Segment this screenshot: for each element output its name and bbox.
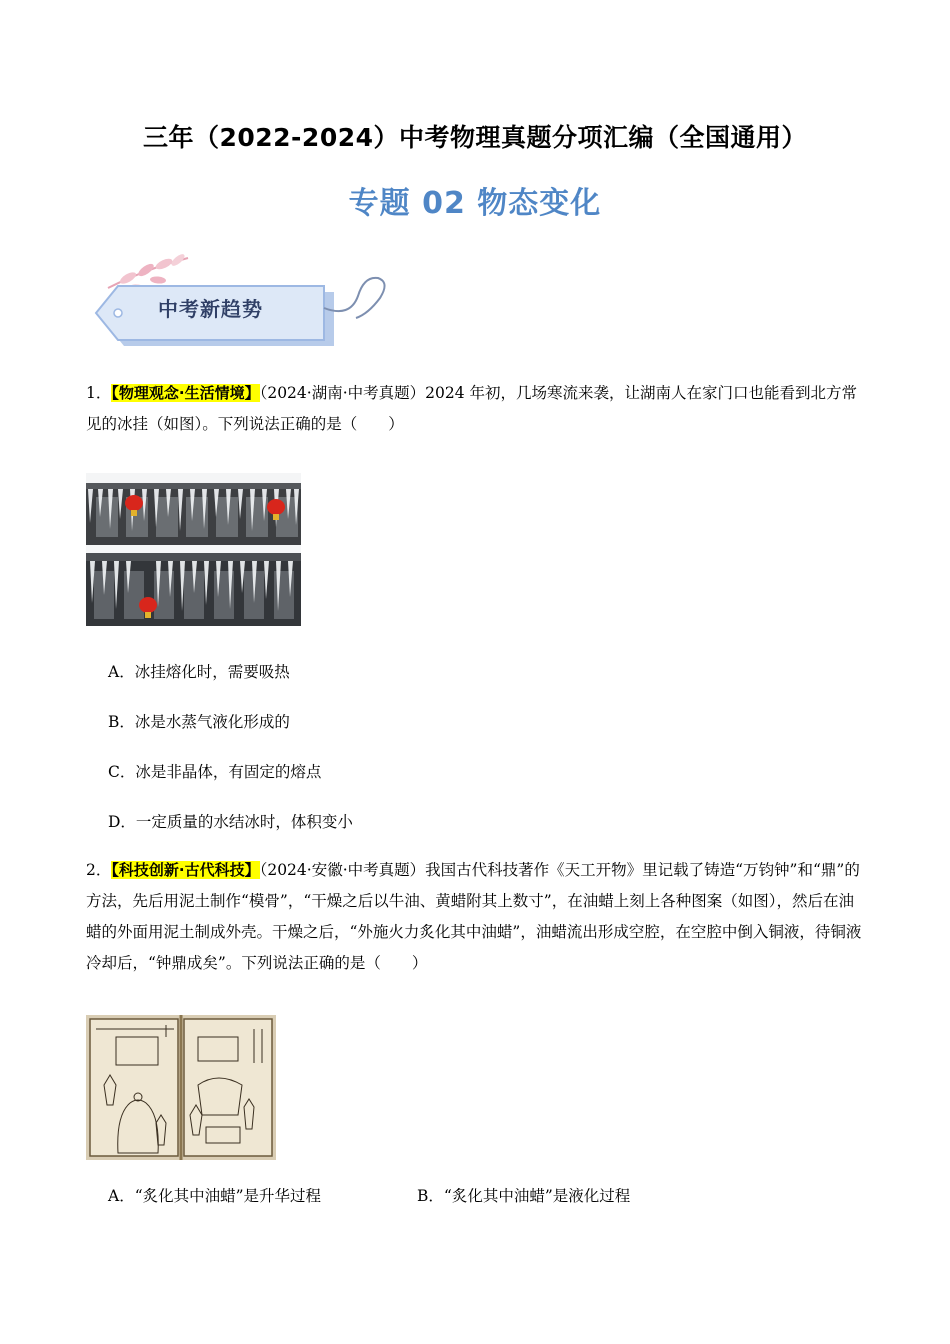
question-1-option-a: A．冰挂熔化时，需要吸热 — [108, 663, 290, 681]
question-text: （2024·湖南·中考真题）2024 年初，几场寒流来袭，让湖南人在家门口也能看到北方常见的冰挂（如图）。下列说法正确的是（ ） — [86, 384, 858, 433]
icicle-photo — [86, 473, 301, 626]
banner-label: 中考新趋势 — [158, 297, 263, 321]
question-1-option-c: C．冰是非晶体，有固定的熔点 — [108, 763, 322, 781]
question-1-option-b: B．冰是水蒸气液化形成的 — [108, 713, 290, 731]
question-tag: 【科技创新·古代科技】 — [111, 861, 260, 879]
question-2-option-a: A．“炙化其中油蜡”是升华过程 — [108, 1187, 322, 1205]
document-subtitle: 专题 02 物态变化 — [348, 186, 602, 221]
question-tag: 【物理观念·生活情境】 — [111, 384, 260, 402]
section-banner — [88, 248, 388, 358]
question-2 — [86, 855, 866, 979]
document-title: 三年（2022-2024）中考物理真题分项汇编（全国通用） — [142, 123, 808, 152]
question-text: （2024·安徽·中考真题）我国古代科技著作《天工开物》里记载了铸造“万钧钟”和“鼎”的方法，先后用泥土制作“模骨”，“干燥之后以牛油、黄蜡附其上数寸”，在油蜡上刻上各种图案（如图），然后在油蜡的外面用泥土制成外壳。干燥之后，“外施火力炙化其中油蜡”，油蜡流出形成空腔，在空腔中倒入铜液，待铜液冷却后，“钟鼎成矣”。下列说法正确的是（ ） — [86, 861, 862, 972]
question-2-option-b: B．“炙化其中油蜡”是液化过程 — [417, 1187, 631, 1205]
question-1 — [86, 378, 866, 440]
question-number: 1． — [86, 384, 112, 402]
question-1-option-d: D．一定质量的水结冰时，体积变小 — [108, 813, 353, 831]
question-number: 2． — [86, 861, 112, 879]
ancient-book-illustration — [86, 1015, 276, 1160]
